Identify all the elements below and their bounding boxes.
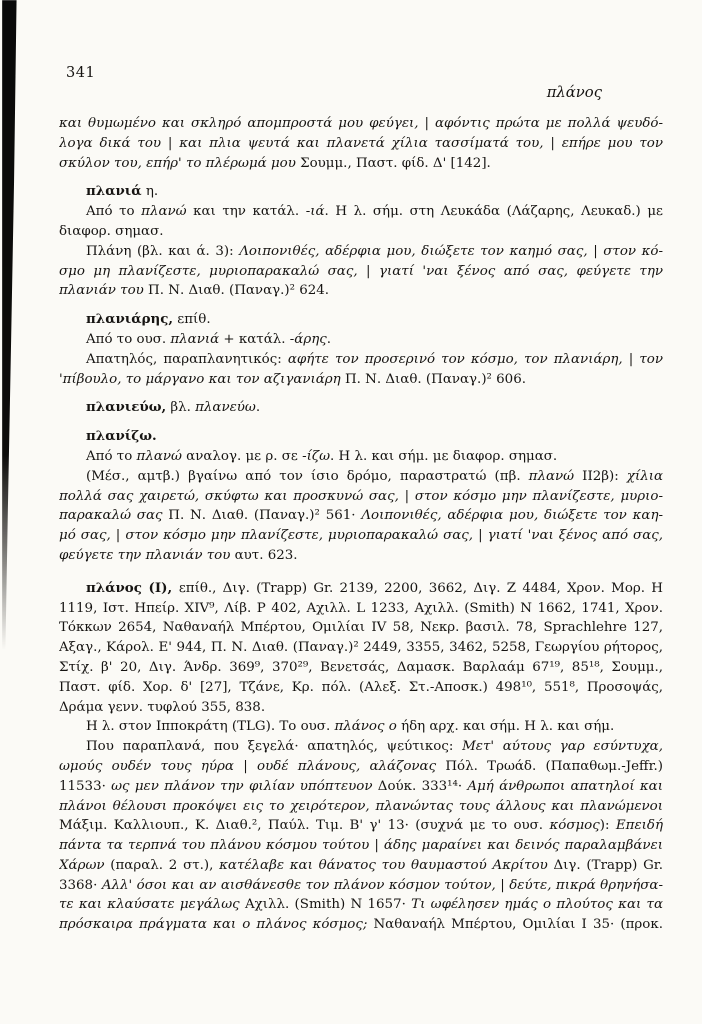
text-run: σκύλον του, επήρ' το πλέρωμά μου [59, 155, 301, 171]
running-head: πλάνος [546, 84, 602, 101]
text-run: και την κατάλ. [186, 204, 306, 220]
text-run: αναλογ. με ρ. σε [181, 448, 303, 464]
entry-heading-planiaris [59, 310, 663, 330]
text-run: Π. Ν. Διαθ. (Παναγ.)² 606. [344, 371, 526, 387]
text-run: Από το [86, 448, 137, 464]
text-run: ): [599, 818, 616, 834]
text-run: πλανιεύω, [86, 399, 167, 416]
text-run: αυτ. 623. [234, 547, 298, 563]
paragraph-definition-planiaris [59, 350, 663, 390]
text-run: μό σας, | στον κόσμο μην πλανίζεστε, μυριοπαρακαλώ σας, | γιατί 'ναι ξένος από σας, [59, 528, 663, 544]
text-line [59, 447, 663, 467]
text-run: Αμή άνθρωποι απατηλοί και [467, 778, 663, 794]
text-run: πρόσκαιρα πράγματα και ο πλάνος κόσμος; [59, 917, 374, 933]
text-line [59, 134, 663, 154]
text-run: Επειδή [615, 818, 663, 834]
text-line [59, 398, 663, 418]
text-line [59, 777, 663, 797]
text-run: . [255, 400, 261, 416]
text-run: -ίζω [302, 448, 331, 464]
text-run: Τι ωφέλησεν ημάς ο πλούτος και τα [411, 897, 663, 913]
text-line [59, 202, 663, 222]
text-run: πλανιά [86, 183, 142, 200]
text-run: 'πίβουλο, το μάργανο και τον αζιγανιάρη [59, 371, 345, 387]
text-run: πλανώ [141, 204, 187, 220]
text-run: Αλλ' όσοι και αν αισθάνεσθε τον πλάνον κόσμον τούτον, | δεύτε, πικρά θρηνήσα- [101, 877, 663, 893]
text-run: Π. Ν. Διαθ. (Παναγ.)² 561· [168, 508, 362, 524]
text-run: Ναθαναήλ Μπέρτου, Ομιλίαι I 35· (προκ. [373, 917, 663, 933]
text-run: αφήτε τον προσερινό τον κόσμο, τον πλανιάρη, | τον [287, 351, 663, 367]
text-run: Π. Ν. Διαθ. (Παναγ.)² 624. [148, 283, 330, 299]
text-line [59, 330, 663, 350]
text-line [59, 427, 663, 447]
text-run: -άρης [289, 331, 327, 347]
text-line [59, 506, 663, 526]
text-line [59, 698, 663, 718]
text-line [59, 816, 663, 836]
text-run: φεύγετε την πλανιάν του [59, 547, 235, 563]
binding-shadow [0, 0, 18, 650]
text-line [59, 717, 663, 737]
text-line [59, 262, 663, 282]
text-run: κόσμος [549, 818, 600, 834]
text-run: πλανώ [136, 448, 182, 464]
text-line [59, 310, 663, 330]
text-run: . [326, 331, 331, 347]
text-line [59, 638, 663, 658]
text-line [59, 618, 663, 638]
text-line [59, 350, 663, 370]
entry-heading-planizo [59, 427, 663, 447]
text-line [59, 370, 663, 390]
text-run: -ιά [305, 204, 325, 220]
text-line [59, 856, 663, 876]
paragraph-etymology-planizo [59, 447, 663, 467]
text-run: Αχιλλ. (Smith) N 1657· [244, 897, 412, 913]
text-line [59, 114, 663, 134]
text-run: ως μεν πλάνον την φιλίαν υπόπτευον [111, 778, 378, 794]
text-run: Μετ' αύτους γαρ εσύντυχα, [462, 739, 663, 755]
text-run: Πλάνη (βλ. και ά. 3): [86, 243, 240, 259]
text-run: πλανίζω. [86, 428, 157, 445]
text-run: επίθ. [173, 312, 211, 328]
text-line [59, 467, 663, 487]
text-line [59, 281, 663, 301]
text-run: ΙΙ2β): [574, 468, 627, 484]
text-run: Λοιπονιθές, αδέρφια μου, διώξετε τον καη- [361, 508, 663, 524]
text-line [59, 526, 663, 546]
text-run: Η λ. στον Ιπποκράτη (TLG). Το ουσ. [86, 719, 335, 735]
text-run: Διγ. (Trapp) Gr. [553, 857, 663, 873]
text-run: . Η λ. σήμ. στη Λευκάδα (Λάζαρης, Λευκαδ.) με [324, 204, 663, 220]
text-run: (παραλ. 2 στ.), [110, 857, 220, 873]
text-run: 3368· [59, 877, 102, 893]
text-line [59, 915, 663, 935]
text-run: Από το ουσ. [86, 331, 171, 347]
text-line [59, 678, 663, 698]
text-line [59, 182, 663, 202]
text-run: . Η λ. και σήμ. με διαφορ. σημασ. [330, 448, 558, 464]
text-line [59, 757, 663, 777]
text-line [59, 222, 663, 242]
entry-heading-plania [59, 182, 663, 202]
text-line [59, 658, 663, 678]
text-run: επίθ., Διγ. (Trapp) Gr. 2139, 2200, 3662, Διγ. Ζ 4484, Χρον. Μορ. Η [178, 580, 663, 596]
text-run: κατέλαβε και θάνατος του θαυμαστού Ακρίτου [219, 857, 554, 873]
text-line [59, 836, 663, 856]
text-run: πλανώ [528, 468, 575, 484]
text-run: η. [141, 184, 159, 200]
text-line [59, 579, 663, 599]
text-column [59, 114, 663, 935]
text-run: ωμούς ουδέν τους ηύρα | ουδέ πλάνους, αλάζονας [59, 758, 446, 774]
text-run: διαφορ. σημασ. [59, 223, 164, 239]
text-run: Αξαγ., Κάρολ. Ε' 944, Π. Ν. Διαθ. (Παναγ.)² 2449, 3355, 3462, 5258, Γεωργίου ρήτορος, [59, 640, 663, 656]
paragraph-note-planos [59, 717, 663, 737]
text-run: Σουμμ., Παστ. φίδ. Δ' [142]. [300, 155, 491, 171]
text-line [59, 599, 663, 619]
text-run: πλανιάρης, [86, 311, 174, 328]
text-run: πλανιά [170, 331, 220, 347]
text-run: λογα δικά του | και πλια ψευτά και πλανετά χίλια τασσίματά του, | επήρε μου τον [59, 135, 663, 151]
entry-heading-planos-references [59, 579, 663, 718]
text-run: και θυμωμένο και σκληρό απομπροστά μου φεύγει, | αφόντις πρώτα με πολλά ψευδό- [59, 116, 663, 131]
page-number: 341 [66, 65, 96, 81]
text-run: σμο μη πλανίζεστε, μυριοπαρακαλώ σας, | γιατί 'ναι ξένος από σας, φεύγετε την [59, 263, 663, 279]
text-run: παρακαλώ σας [59, 508, 169, 524]
text-run: πλανεύω [195, 400, 256, 416]
text-run: πλάνοι θέλουσι προκόψει εις το χειρότερον, πλανώντας τους άλλους και πλανώμενοι [59, 798, 663, 814]
text-run: 11533· [59, 778, 112, 794]
text-run: πολλά σας χαιρετώ, σκύφτω και προσκυνώ σας, | στον κόσμο μην πλανίζεστε, μυριο- [59, 488, 663, 504]
text-run: Λοιπονιθές, αδέρφια μου, διώξετε τον καημό σας, | στον κό- [239, 243, 663, 259]
paragraph-definition-planizo [59, 467, 663, 566]
entry-heading-planievo [59, 398, 663, 418]
text-run: Δούκ. 333¹⁴· [377, 778, 468, 794]
paragraph-etymology-plania [59, 202, 663, 242]
text-run: Απατηλός, παραπλανητικός: [86, 351, 288, 367]
paragraph-definition-plania [59, 242, 663, 301]
paragraph-continuation [59, 114, 663, 173]
text-line [59, 895, 663, 915]
text-run: Δράμα γενν. τυφλού 355, 838. [59, 699, 266, 715]
text-line [59, 242, 663, 262]
text-run: πάντα τα τερπνά του πλάνου κόσμου τούτου | άδης μαραίνει και δεινός παραλαμβάνει [59, 838, 663, 854]
text-run: Τόκκων 2654, Ναθαναήλ Μπέρτου, Ομιλίαι IV 58, Νεκρ. βασιλ. 78, Sprachlehre 127, [59, 620, 663, 636]
paragraph-definition-planos [59, 737, 663, 935]
text-run: βλ. [166, 400, 196, 416]
text-line [59, 546, 663, 566]
text-run: χίλια [626, 468, 663, 484]
text-run: + κατάλ. [219, 331, 290, 347]
text-run: Στίχ. β' 20, Διγ. Άνδρ. 369⁹, 370²⁹, Βενετσάς, Δαμασκ. Βαρλαάμ 67¹⁹, 85¹⁸, Σουμμ., [59, 659, 663, 675]
text-run: πλάνος (Ι), [86, 579, 179, 596]
text-run: Από το [86, 204, 142, 220]
text-run: Που παραπλανά, που ξεγελά· απατηλός, ψεύτικος: [86, 739, 463, 755]
text-run: πλάνος ο [334, 719, 397, 735]
text-run: πλανιάν του [59, 283, 149, 299]
text-run: Χάρων [59, 857, 111, 873]
text-line [59, 876, 663, 896]
text-run: ήδη αρχ. και σήμ. Η λ. και σήμ. [396, 719, 615, 735]
text-run: Πόλ. Τρωάδ. (Παπαθωμ.-Jeffr.) [445, 758, 663, 774]
paragraph-etymology-planiaris [59, 330, 663, 350]
text-run: Παστ. φίδ. Χορ. δ' [27], Τζάνε, Κρ. πόλ. (Αλεξ. Στ.-Αποσκ.) 498¹⁰, 551⁸, Προσοψάς, [59, 679, 663, 695]
text-line [59, 737, 663, 757]
text-run: τε και κλαύσατε μεγάλως [59, 897, 245, 913]
text-line [59, 797, 663, 817]
text-line [59, 487, 663, 507]
text-run: Μάξιμ. Καλλιουπ., Κ. Διαθ.², Παύλ. Τιμ. Β' γ' 13· (συχνά με το ουσ. [59, 818, 550, 834]
text-run: (Μέσ., αμτβ.) βγαίνω από τον ίσιο δρόμο, παραστρατώ (πβ. [86, 468, 529, 484]
text-run: 1119, Ιστ. Ηπείρ. XIV⁹, Λίβ. P 402, Αχιλλ. L 1233, Αχιλλ. (Smith) N 1662, 1741, Χρον. [59, 600, 663, 616]
text-line [59, 154, 663, 174]
